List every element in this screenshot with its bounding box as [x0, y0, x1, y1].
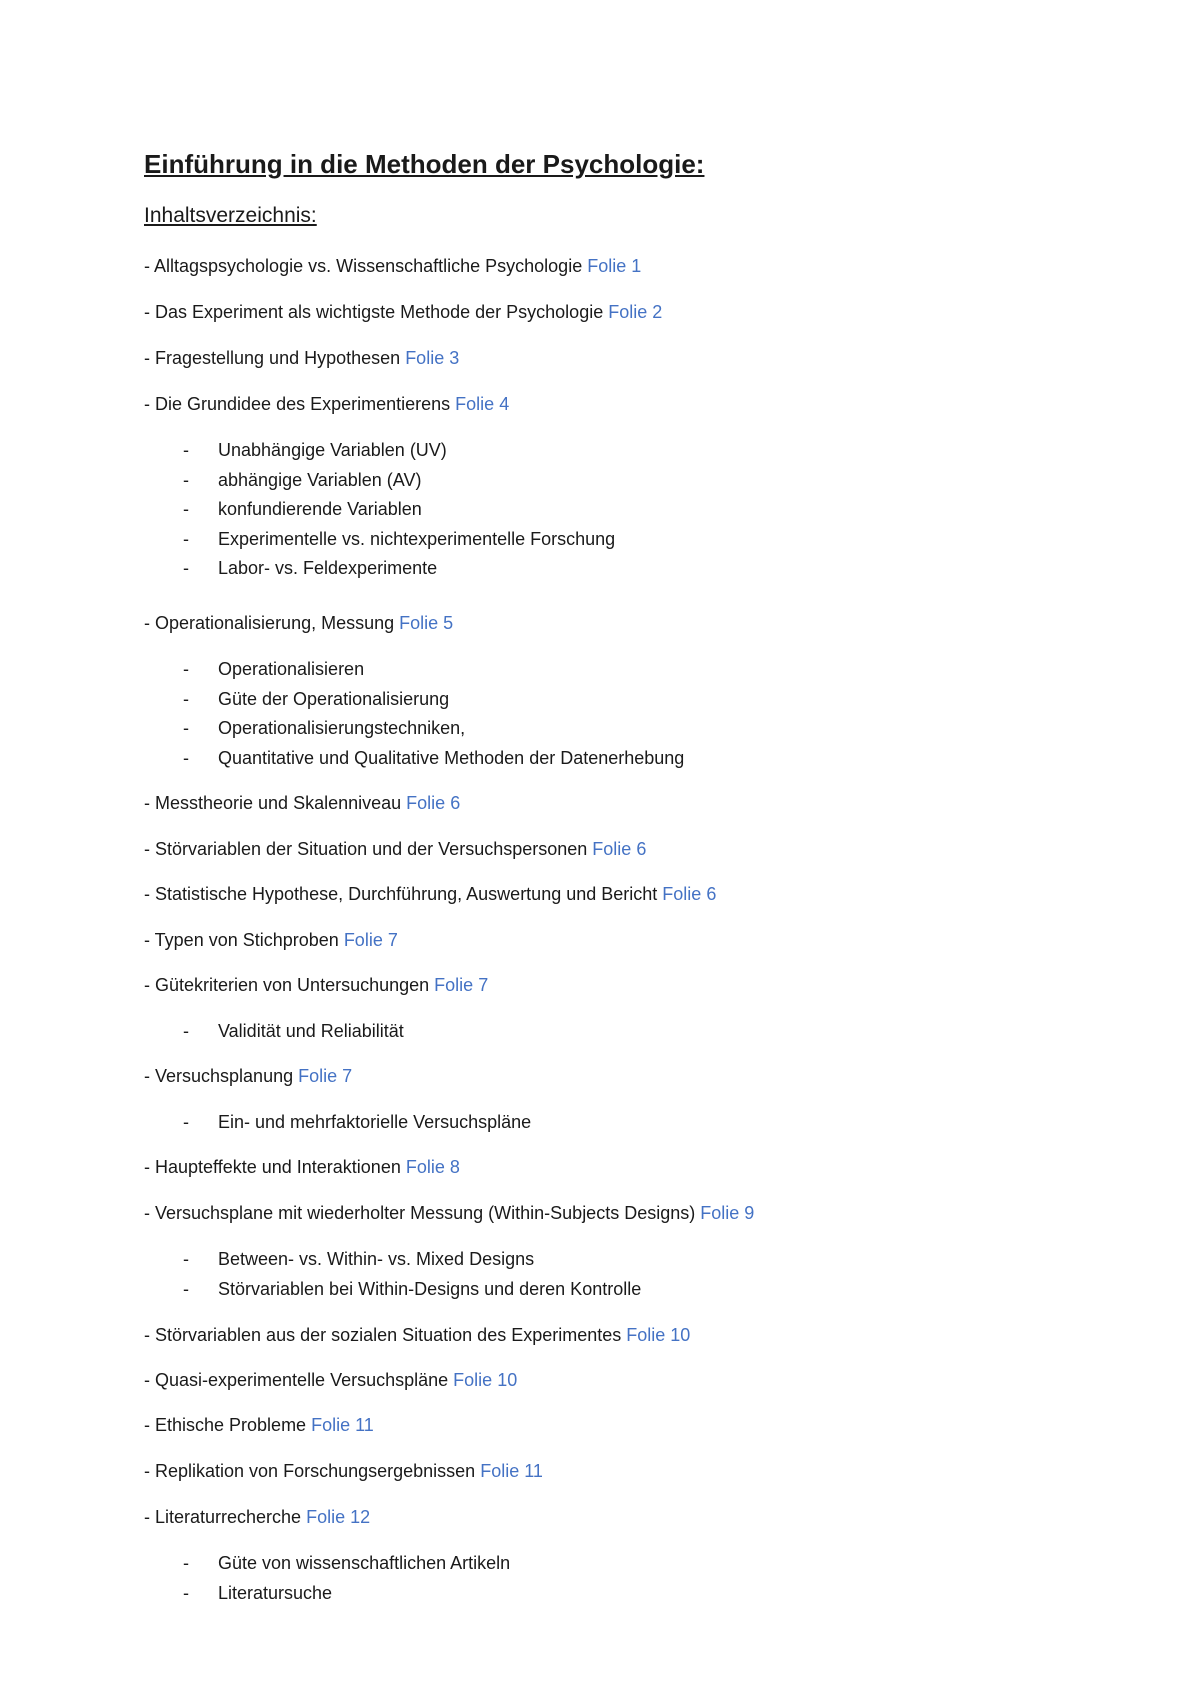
bullet-dash-icon: -	[183, 1278, 189, 1299]
toc-subitem-text: Störvariablen bei Within-Designs und deren Kontrolle	[218, 1278, 642, 1299]
toc-entry	[144, 1062, 352, 1090]
toc-subitem	[183, 554, 437, 582]
folie-reference: Folie 5	[399, 613, 454, 633]
toc-entry	[144, 1153, 460, 1181]
bullet-dash-icon: -	[183, 1553, 189, 1573]
folie-reference: Folie 11	[480, 1461, 543, 1481]
folie-reference: Folie 4	[455, 394, 510, 414]
toc-entry	[144, 789, 460, 817]
bullet-dash-icon: -	[183, 688, 189, 709]
toc-entry	[144, 971, 488, 999]
toc-subitem	[183, 1275, 641, 1303]
toc-entry	[144, 1199, 754, 1227]
toc-entry	[144, 835, 646, 863]
folie-reference: Folie 1	[587, 256, 642, 276]
toc-entry-text: - Haupteffekte und Interaktionen	[144, 1157, 401, 1177]
toc-subitem	[183, 744, 684, 772]
bullet-dash-icon: -	[183, 440, 189, 460]
document-title: Einführung in die Methoden der Psychologie:	[144, 149, 705, 179]
toc-entry	[144, 1366, 517, 1394]
toc-entry-text: - Das Experiment als wichtigste Methode der Psychologie	[144, 302, 604, 322]
toc-entry	[144, 1321, 690, 1349]
toc-entry	[144, 344, 459, 372]
toc-subitem-text: Quantitative und Qualitative Methoden der Datenerhebung	[218, 747, 685, 768]
folie-reference: Folie 3	[405, 348, 460, 368]
toc-entry-text: - Störvariablen der Situation und der Versuchspersonen	[144, 839, 588, 859]
bullet-dash-icon: -	[183, 469, 189, 490]
toc-entry-text: - Operationalisierung, Messung	[144, 613, 395, 633]
toc-entry-text: - Störvariablen aus der sozialen Situation des Experimentes	[144, 1325, 622, 1345]
toc-subitem-text: Labor- vs. Feldexperimente	[218, 558, 438, 578]
toc-subitem-text: konfundierende Variablen	[218, 499, 422, 519]
toc-subitem-text: Validität und Reliabilität	[218, 1021, 404, 1041]
toc-subitem-text: Between- vs. Within- vs. Mixed Designs	[218, 1249, 535, 1269]
folie-reference: Folie 7	[434, 975, 489, 995]
bullet-dash-icon: -	[183, 1112, 189, 1132]
toc-subitem	[183, 1579, 332, 1607]
folie-reference: Folie 7	[298, 1066, 353, 1086]
toc-entry-text: - Literaturrecherche	[144, 1507, 302, 1527]
bullet-dash-icon: -	[183, 558, 189, 578]
toc-subitem	[183, 1245, 534, 1273]
toc-entry	[144, 926, 398, 954]
bullet-dash-icon: -	[183, 528, 189, 549]
toc-entry	[144, 1503, 370, 1531]
bullet-dash-icon: -	[183, 499, 189, 519]
toc-entry-text: - Statistische Hypothese, Durchführung, Auswertung und Bericht	[144, 884, 658, 904]
toc-entry	[144, 1457, 543, 1485]
toc-subitem-text: Güte der Operationalisierung	[218, 688, 450, 709]
toc-entry	[144, 252, 641, 280]
toc-entry	[144, 609, 453, 637]
toc-entry-text: - Die Grundidee des Experimentierens	[144, 394, 451, 414]
bullet-dash-icon: -	[183, 659, 189, 679]
toc-subitem	[183, 436, 447, 464]
toc-subitem-text: Literatursuche	[218, 1582, 333, 1603]
folie-reference: Folie 12	[306, 1507, 371, 1527]
toc-entry-text: - Fragestellung und Hypothesen	[144, 348, 401, 368]
folie-reference: Folie 6	[592, 839, 647, 859]
bullet-dash-icon: -	[183, 718, 189, 738]
toc-entry-text: - Messtheorie und Skalenniveau	[144, 793, 402, 813]
toc-subitem-text: Unabhängige Variablen (UV)	[218, 440, 447, 460]
bullet-dash-icon: -	[183, 747, 189, 768]
toc-entry	[144, 1411, 374, 1439]
folie-reference: Folie 10	[626, 1325, 691, 1345]
toc-entry	[144, 390, 509, 418]
folie-reference: Folie 9	[700, 1203, 755, 1223]
folie-reference: Folie 11	[311, 1415, 374, 1435]
toc-subitem	[183, 525, 615, 553]
toc-subitem-text: Güte von wissenschaftlichen Artikeln	[218, 1553, 511, 1573]
toc-subitem	[183, 685, 449, 713]
bullet-dash-icon: -	[183, 1582, 189, 1603]
toc-heading: Inhaltsverzeichnis:	[144, 204, 317, 227]
bullet-dash-icon: -	[183, 1249, 189, 1269]
folie-reference: Folie 7	[343, 930, 398, 950]
folie-reference: Folie 2	[608, 302, 663, 322]
toc-subitem	[183, 466, 421, 494]
toc-subitem-text: abhängige Variablen (AV)	[218, 469, 422, 490]
toc-subitem-text: Operationalisierungstechniken,	[218, 718, 466, 738]
toc-subitem-text: Operationalisieren	[218, 659, 365, 679]
toc-subitem	[183, 495, 422, 523]
toc-entry-text: - Alltagspsychologie vs. Wissenschaftliche Psychologie	[144, 256, 583, 276]
toc-entry-text: - Versuchsplane mit wiederholter Messung (Within-Subjects Designs)	[144, 1203, 696, 1223]
toc-entry-text: - Gütekriterien von Untersuchungen	[144, 975, 430, 995]
toc-entry-text: - Quasi-experimentelle Versuchspläne	[144, 1370, 449, 1390]
toc-subitem	[183, 1017, 404, 1045]
toc-entry-text: - Typen von Stichproben	[144, 930, 339, 950]
toc-subitem-text: Ein- und mehrfaktorielle Versuchspläne	[218, 1112, 532, 1132]
toc-subitem	[183, 1549, 510, 1577]
toc-subitem	[183, 1108, 531, 1136]
toc-subitem	[183, 655, 364, 683]
toc-entry	[144, 298, 662, 326]
folie-reference: Folie 6	[662, 884, 717, 904]
folie-reference: Folie 6	[406, 793, 461, 813]
toc-entry-text: - Versuchsplanung	[144, 1066, 294, 1086]
toc-subitem-text: Experimentelle vs. nichtexperimentelle Forschung	[218, 528, 616, 549]
toc-entry-text: - Replikation von Forschungsergebnissen	[144, 1461, 476, 1481]
folie-reference: Folie 8	[405, 1157, 460, 1177]
toc-subitem	[183, 714, 465, 742]
bullet-dash-icon: -	[183, 1021, 189, 1041]
toc-entry-text: - Ethische Probleme	[144, 1415, 307, 1435]
folie-reference: Folie 10	[453, 1370, 518, 1390]
toc-entry	[144, 880, 716, 908]
